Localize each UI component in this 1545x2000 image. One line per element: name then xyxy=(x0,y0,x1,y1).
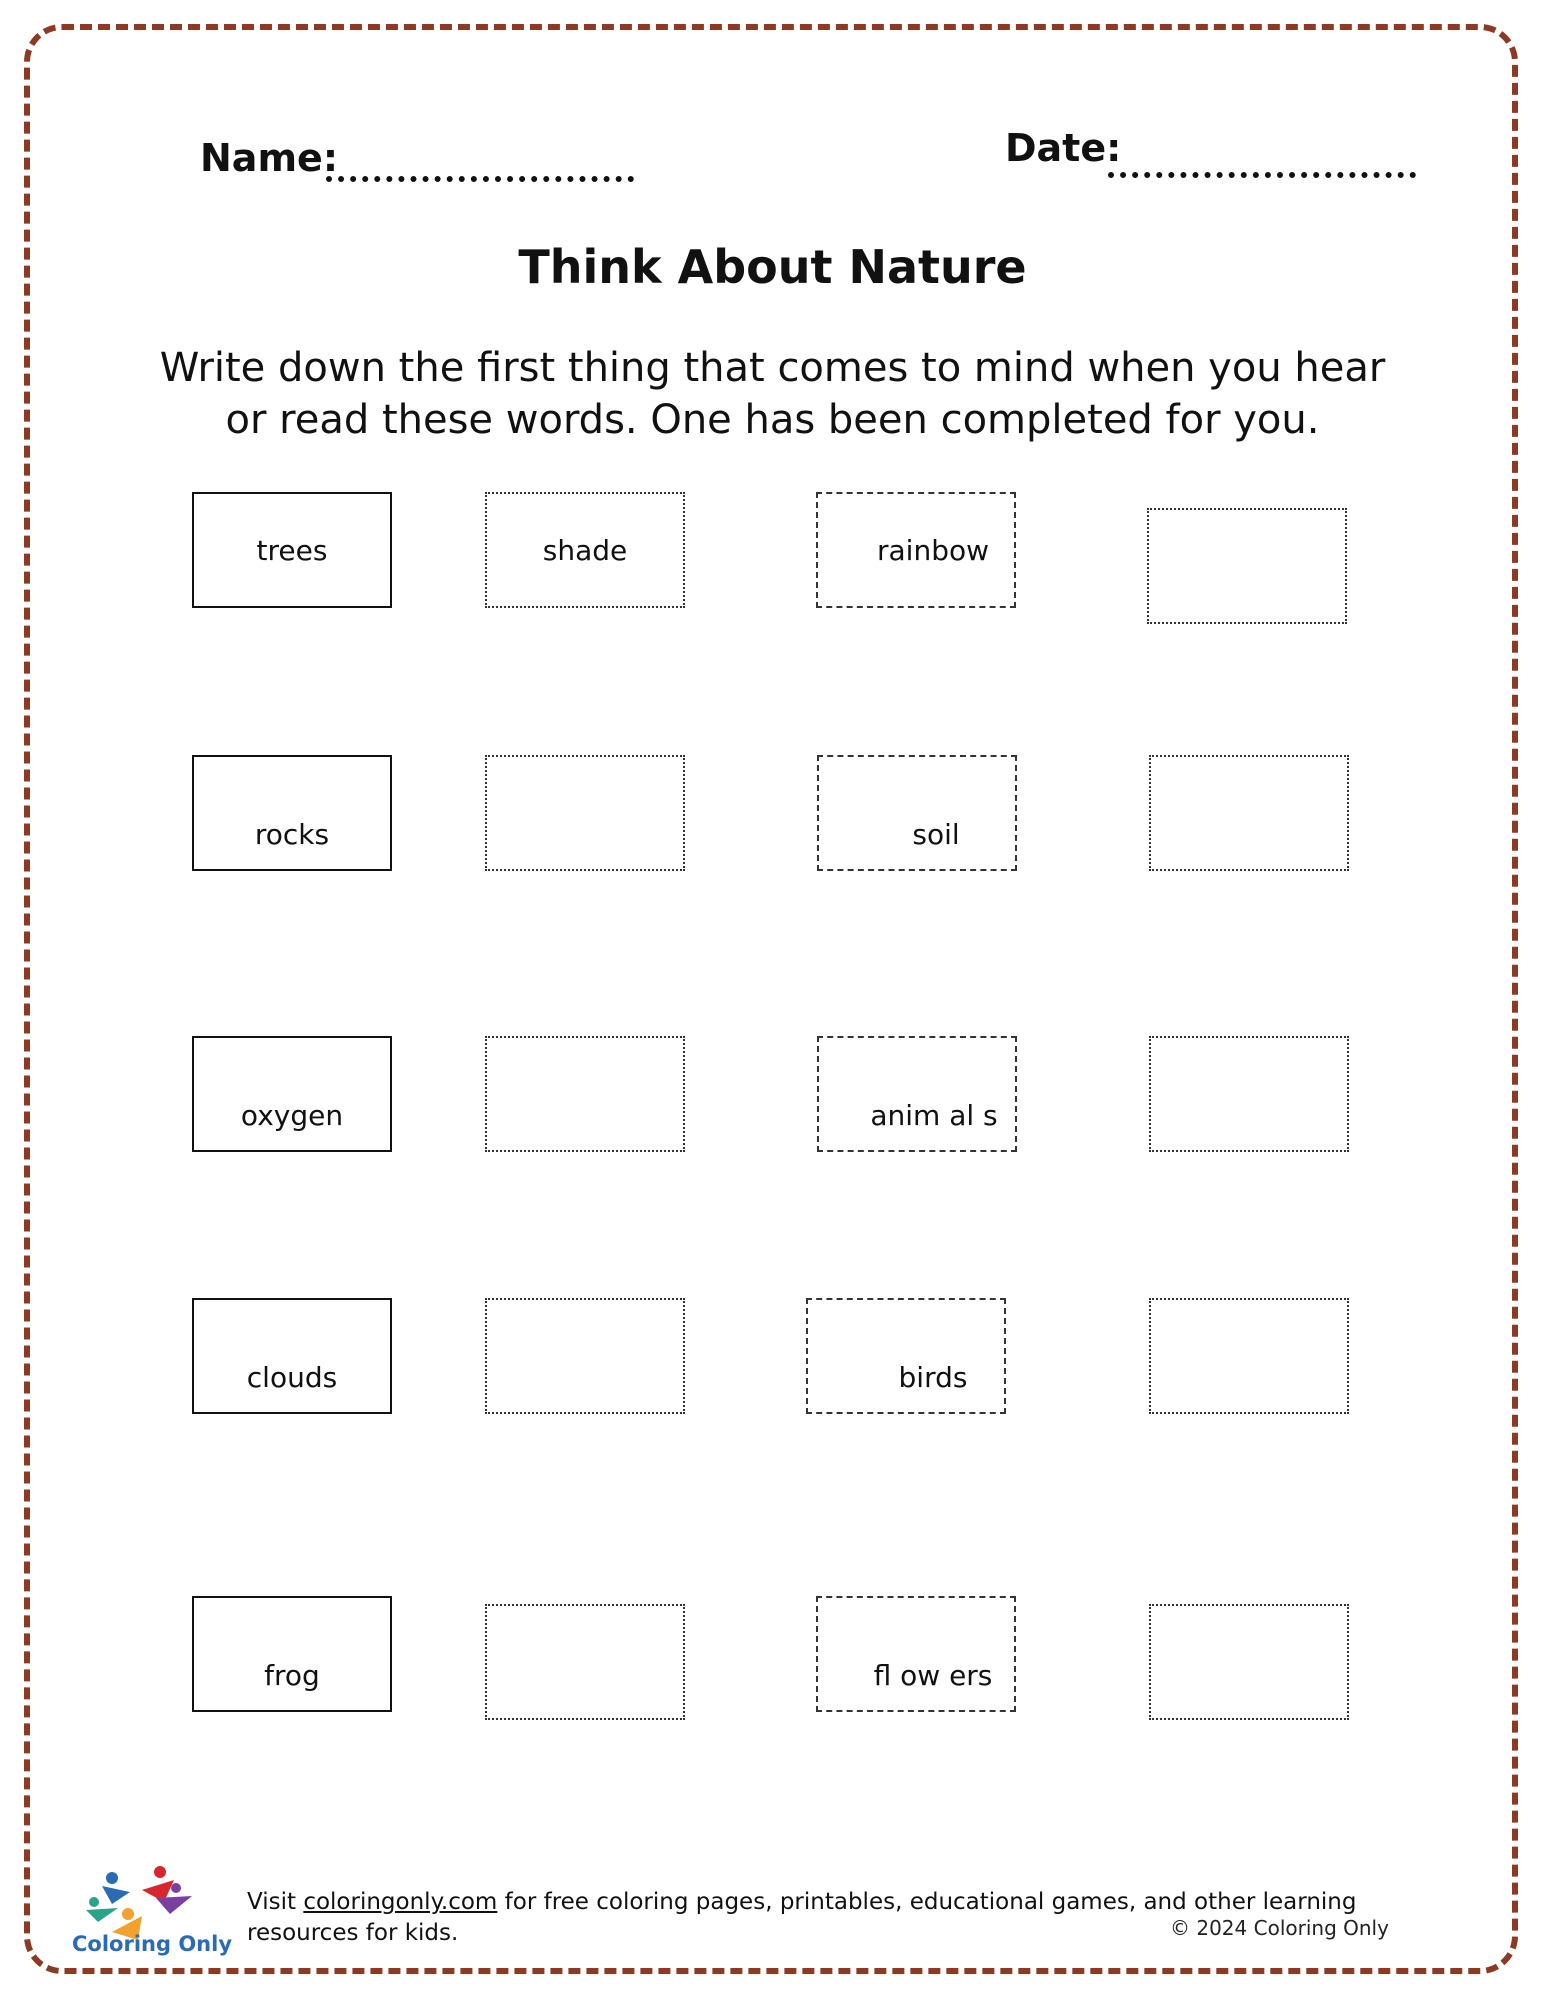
word-box: soil xyxy=(817,755,1017,871)
answer-box[interactable] xyxy=(485,1298,685,1414)
answer-box[interactable] xyxy=(1149,1298,1349,1414)
answer-box[interactable] xyxy=(485,1604,685,1720)
name-field[interactable] xyxy=(326,176,634,182)
word-box: oxygen xyxy=(192,1036,392,1152)
date-field[interactable] xyxy=(1108,172,1416,178)
answer-box[interactable] xyxy=(485,755,685,871)
answer-box[interactable] xyxy=(1149,1604,1349,1720)
answer-box[interactable] xyxy=(1149,1036,1349,1152)
answer-box[interactable] xyxy=(1149,755,1349,871)
word-box: anim al s xyxy=(817,1036,1017,1152)
word-box: trees xyxy=(192,492,392,608)
word-box: fl ow ers xyxy=(816,1596,1016,1712)
word-box: rocks xyxy=(192,755,392,871)
instructions-line-1: Write down the first thing that comes to mind when you hear xyxy=(159,345,1386,391)
worksheet-title: Think About Nature xyxy=(518,240,1027,294)
word-box: clouds xyxy=(192,1298,392,1414)
logo-text: Coloring Only xyxy=(72,1932,233,1956)
instructions xyxy=(120,342,1425,446)
copyright: © 2024 Coloring Only xyxy=(1170,1916,1389,1940)
footer-visit-prefix: Visit xyxy=(247,1889,304,1915)
footer-visit-suffix: for free coloring pages, printables, educational games, and other learning resources for kids. xyxy=(247,1889,1357,1946)
word-box: rainbow xyxy=(816,492,1016,608)
answer-box[interactable] xyxy=(485,1036,685,1152)
answer-box[interactable] xyxy=(1147,508,1347,624)
word-box: frog xyxy=(192,1596,392,1712)
answer-box[interactable]: shade xyxy=(485,492,685,608)
date-label: Date: xyxy=(1005,126,1122,170)
instructions-line-2: or read these words. One has been completed for you. xyxy=(225,397,1320,443)
name-label: Name: xyxy=(200,136,339,180)
word-box: birds xyxy=(806,1298,1006,1414)
site-link[interactable]: coloringonly.com xyxy=(303,1889,498,1915)
